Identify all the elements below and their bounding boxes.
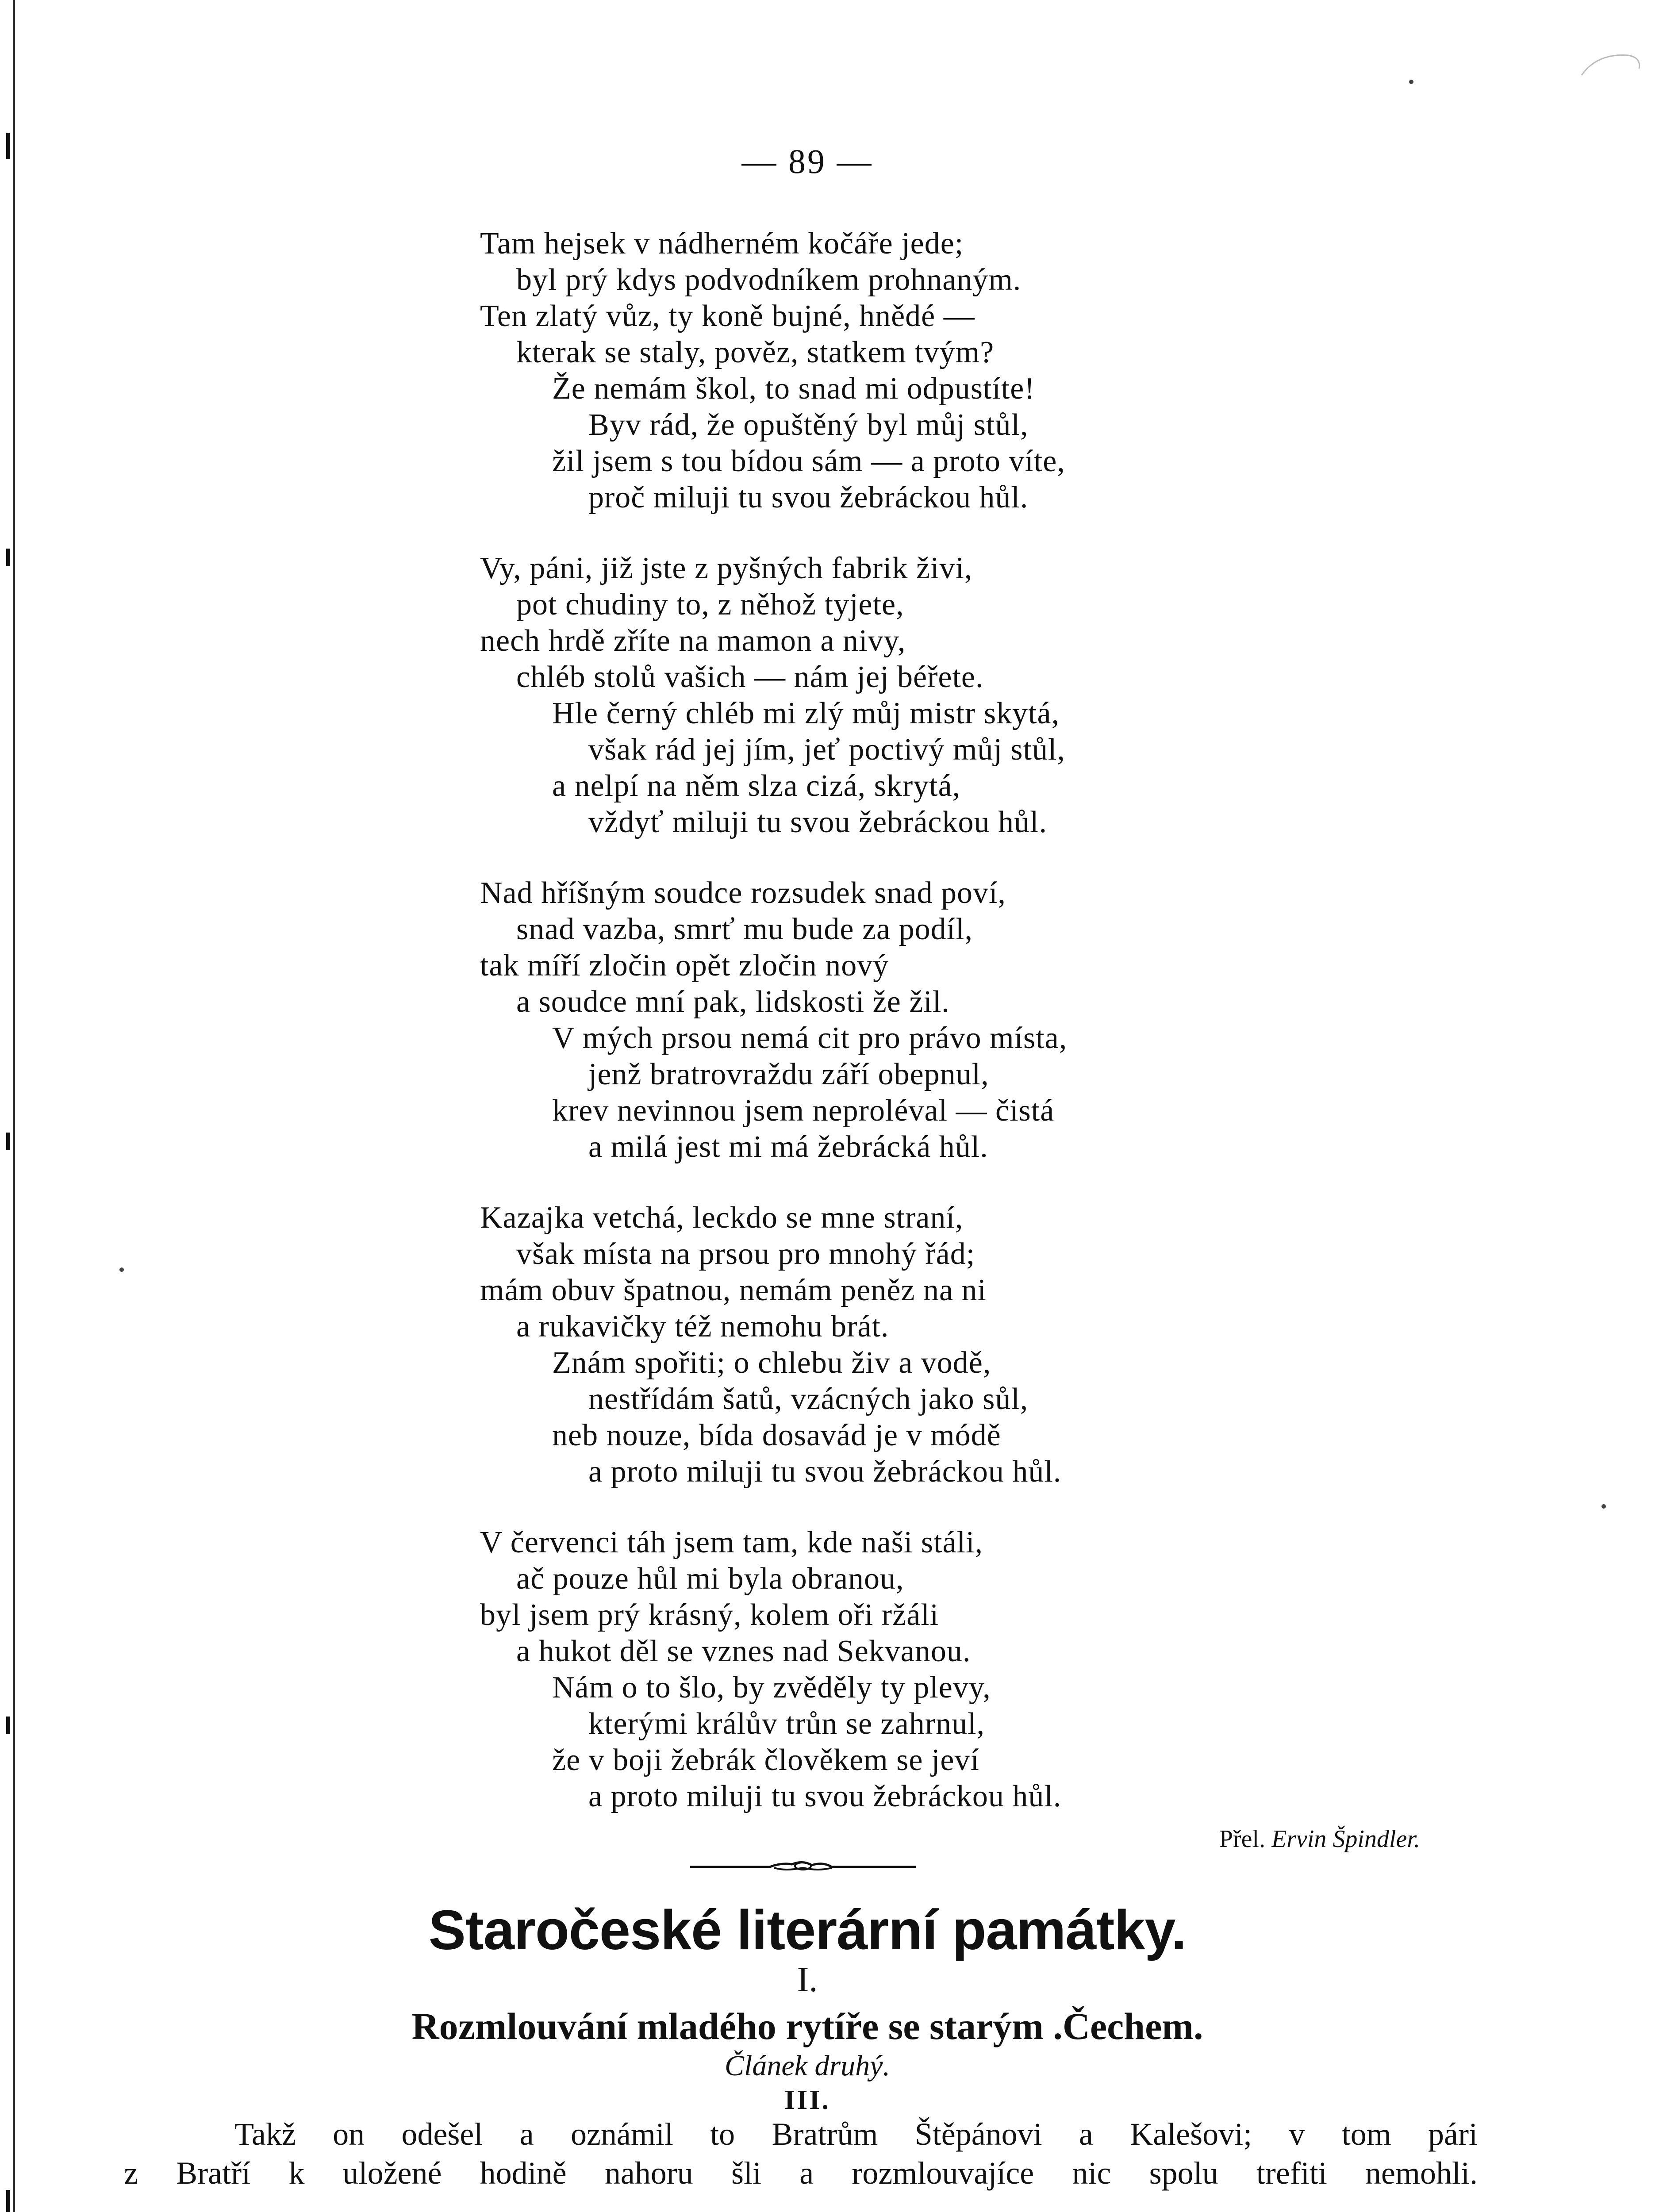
divider-ornament (690, 1858, 916, 1876)
poem-line: pot chudiny to, z něhož tyjete, (516, 588, 904, 622)
edge-mark (6, 1717, 10, 1734)
edge-mark (6, 549, 10, 566)
translator-attribution (1219, 1825, 1420, 1853)
poem-line: Byv rád, že opuštěný byl můj stůl, (588, 408, 1029, 442)
poem-line: V červenci táh jsem tam, kde naši stáli, (480, 1525, 983, 1559)
poem-line: a rukavičky též nemohu brát. (516, 1310, 889, 1344)
poem-stanza (480, 550, 1453, 841)
poem-line: a proto miluji tu svou žebráckou hůl. (588, 1779, 1062, 1813)
article-subtitle: Rozmlouvání mladého rytíře se starým .Čechem. (411, 2005, 1203, 2047)
article-part: Článek druhý. (725, 2050, 890, 2082)
poem-line: proč miluji tu svou žebráckou hůl. (588, 480, 1029, 515)
poem-line: Nad hříšným soudce rozsudek snad poví, (480, 876, 1006, 910)
translator-name: Ervin Špindler. (1271, 1825, 1420, 1853)
page-left-edge (0, 0, 15, 2212)
poem-line: snad vazba, smrť mu bude za podíl, (516, 912, 973, 946)
poem-line: V mých prsou nemá cit pro právo místa, (552, 1021, 1068, 1055)
poem-line: Kazajka vetchá, leckdo se mne straní, (480, 1201, 964, 1235)
poem-line: byl prý kdys podvodníkem prohnaným. (516, 263, 1022, 297)
poem-line: krev nevinnou jsem neproléval — čistá (552, 1094, 1055, 1128)
section-number: I. (797, 1960, 818, 1999)
poem-line: tak míří zločin opět zločin nový (480, 949, 889, 983)
poem-line: byl jsem prý krásný, kolem oři ržáli (480, 1598, 939, 1632)
poem-stanza (480, 226, 1453, 516)
poem-stanza (480, 1525, 1453, 1815)
poem-line: neb nouze, bída dosavád je v módě (552, 1418, 1001, 1452)
poem-line: kterými králův trůn se zahrnul, (588, 1707, 985, 1741)
poem-line: a proto miluji tu svou žebráckou hůl. (588, 1455, 1062, 1489)
paper-speck (1409, 80, 1413, 84)
attribution-prefix: Přel. (1219, 1825, 1266, 1853)
poem-line: Vy, páni, již jste z pyšných fabrik živi, (480, 551, 973, 585)
poem-line: mám obuv špatnou, nemám peněz na ni (480, 1273, 987, 1307)
poem-line: však rád jej jím, jeť poctivý můj stůl, (588, 733, 1065, 767)
paper-speck (119, 1267, 124, 1272)
poem-line: Nám o to šlo, by zvěděly ty plevy, (552, 1671, 991, 1705)
poem-line: kterak se staly, pověz, statkem tvým? (516, 335, 995, 369)
page-number: — 89 — (741, 142, 873, 180)
prose-line: z Bratří k uložené hodině nahoru šli a rozmlouvajíce nic spolu trefiti nemohli. (124, 2155, 1478, 2191)
poem-line: Že nemám škol, to snad mi odpustíte! (552, 372, 1035, 406)
poem-line: Tam hejsek v nádherném kočáře jede; (480, 227, 964, 261)
poem-line: vždyť miluji tu svou žebráckou hůl. (588, 805, 1047, 839)
prose-line: Takž on odešel a oznámil to Bratrům Štěpánovi a Kalešovi; v tom pári (234, 2116, 1478, 2152)
poem-line: však místa na prsou pro mnohý řád; (516, 1237, 975, 1271)
poem (480, 226, 1453, 1849)
poem-line: žil jsem s tou bídou sám — a proto víte, (552, 444, 1065, 478)
poem-stanza (480, 1200, 1453, 1490)
poem-line: Hle černý chléb mi zlý můj mistr skytá, (552, 696, 1060, 730)
prose-paragraph (124, 2115, 1478, 2193)
corner-smudge (1579, 49, 1646, 88)
poem-stanza (480, 875, 1453, 1165)
edge-mark (6, 2190, 10, 2212)
poem-line: nestřídám šatů, vzácných jako sůl, (588, 1382, 1029, 1416)
poem-line: jenž bratrovraždu září obepnul, (588, 1057, 989, 1091)
poem-line: nech hrdě zříte na mamon a nivy, (480, 624, 906, 658)
poem-line: a soudce mní pak, lidskosti že žil. (516, 985, 950, 1019)
edge-mark (6, 1133, 10, 1150)
poem-line: ač pouze hůl mi byla obranou, (516, 1562, 904, 1596)
section-title: Staročeské literární památky. (428, 1899, 1187, 1961)
poem-line: že v boji žebrák člověkem se jeví (552, 1743, 979, 1777)
poem-line: Ten zlatý vůz, ty koně bujné, hnědé — (480, 299, 975, 333)
poem-line: a hukot děl se vznes nad Sekvanou. (516, 1634, 971, 1668)
paper-speck (1601, 1504, 1606, 1509)
poem-line: chléb stolů vašich — nám jej béřete. (516, 660, 984, 694)
poem-line: Znám spořiti; o chlebu živ a vodě, (552, 1346, 991, 1380)
poem-line: a nelpí na něm slza cizá, skrytá, (552, 769, 961, 803)
chapter-number: III. (784, 2085, 830, 2115)
poem-line: a milá jest mi má žebrácká hůl. (588, 1130, 988, 1164)
